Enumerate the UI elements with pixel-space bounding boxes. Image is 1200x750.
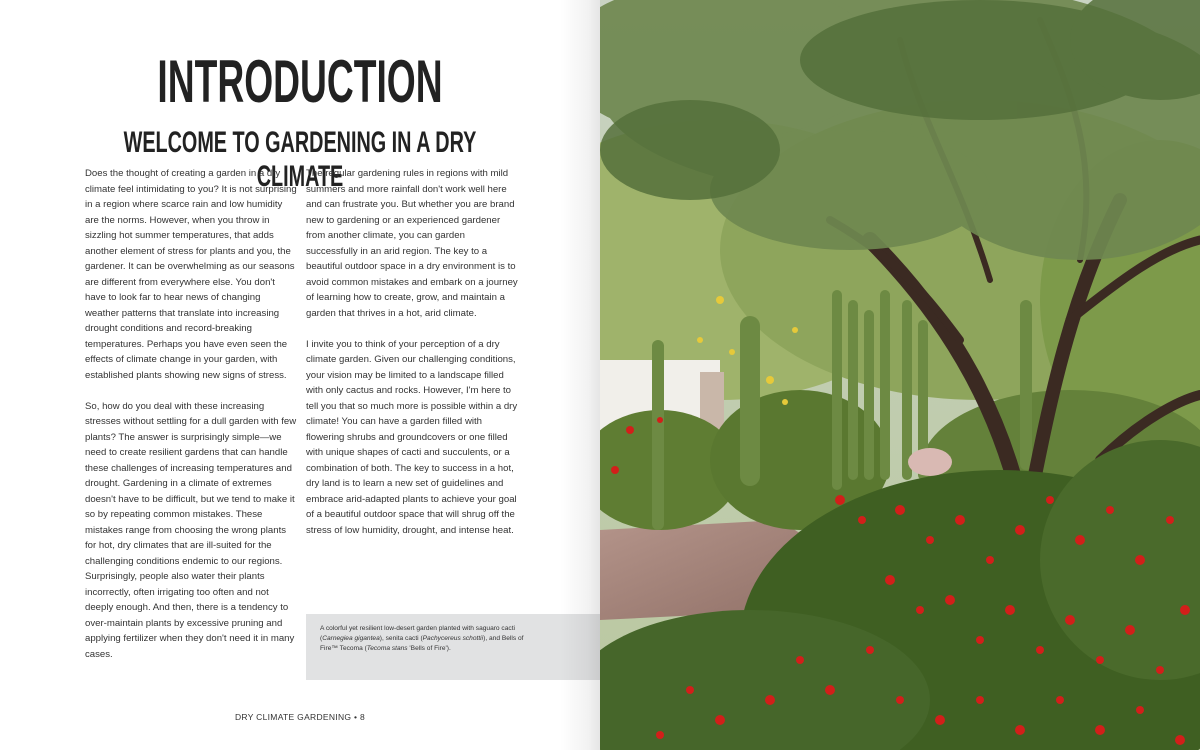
right-text-column <box>306 166 518 554</box>
paragraph: The regular gardening rules in regions with mild summers and more rainfall don't work well here and can frustrate you. But whether you are brand new to gardening or an experienced gardener from another climate, you can garden successfully in an arid region. The key to a beautiful outdoor space in a dry environment is to avoid common mistakes and embark on a journey of learning how to create, grow, and maintain a garden that thrives in a hot, arid climate. <box>306 168 518 319</box>
photo-caption-box <box>306 614 600 680</box>
garden-photo-illustration <box>600 0 1200 750</box>
paragraph: So, how do you deal with these increasing stresses without settling for a dull garden with few plants? The answer is surprisingly simple—we need to create resilient gardens that can handle these challenges of increasing temperatures and drought. Gardening in a climate of extremes doesn't have to be difficult, but we tend to make it so by repeating common mistakes. These mistakes range from choosing the wrong plants for hot, dry climates that are ill-suited for the challenging conditions endemic to our regions. Surprisingly, people also water their plants incorrectly, often irrigating too often and not deeply enough. And then, there is a tendency to over-maintain plants by excessive pruning and applying fertilizer when they don't need it in many cases. <box>85 400 297 660</box>
paragraph: Does the thought of creating a garden in a dry climate feel intimidating to you? It is not surprising in a region where scarce rain and low humidity are the norms. However, when you throw in sizzling hot summer temperatures, that adds another element of stress for plants and you, the gardener. It can be overwhelming as our seasons are different from everywhere else. You don't have to look far to hear news of changing weather patterns that translate into increasing drought conditions and record-breaking temperatures. Perhaps you have even seen the effects of climate change in your garden, with established plants showing new signs of stress. <box>85 168 297 381</box>
footer-separator: • <box>354 712 358 722</box>
page-subtitle: WELCOME TO GARDENING IN A DRY CLIMATE <box>123 126 477 193</box>
page-title: INTRODUCTION <box>157 48 443 115</box>
footer-page-number: 8 <box>359 712 365 722</box>
photo-caption: A colorful yet resilient low-desert garden planted with saguaro cacti (Carnegiea gigantea), senita cacti (Pachycereus schottii), and Bells of Fire™ Tecoma (Tecoma stans 'Bells of Fire'). <box>320 625 524 652</box>
paragraph: I invite you to think of your perception of a dry climate garden. Given our challenging conditions, your vision may be limited to a landscape filled with only cactus and rocks. However, I'm here to tell you that so much more is possible within a dry climate! You can have a garden filled with flowering shrubs and groundcovers or one filled with unique shapes of cacti and succulents, or a combination of both. The key to success in a hot, dry land is to learn a new set of guidelines and embrace arid-adapted plants to achieve your goal of a beautiful outdoor space that will shrug off the stress of low humidity, drought, and intense heat. <box>306 338 518 536</box>
left-text-column <box>85 166 297 678</box>
gutter-shadow <box>560 0 600 750</box>
garden-photo <box>600 0 1200 750</box>
footer-book-title: DRY CLIMATE GARDENING <box>234 712 352 722</box>
page-footer <box>0 712 600 722</box>
